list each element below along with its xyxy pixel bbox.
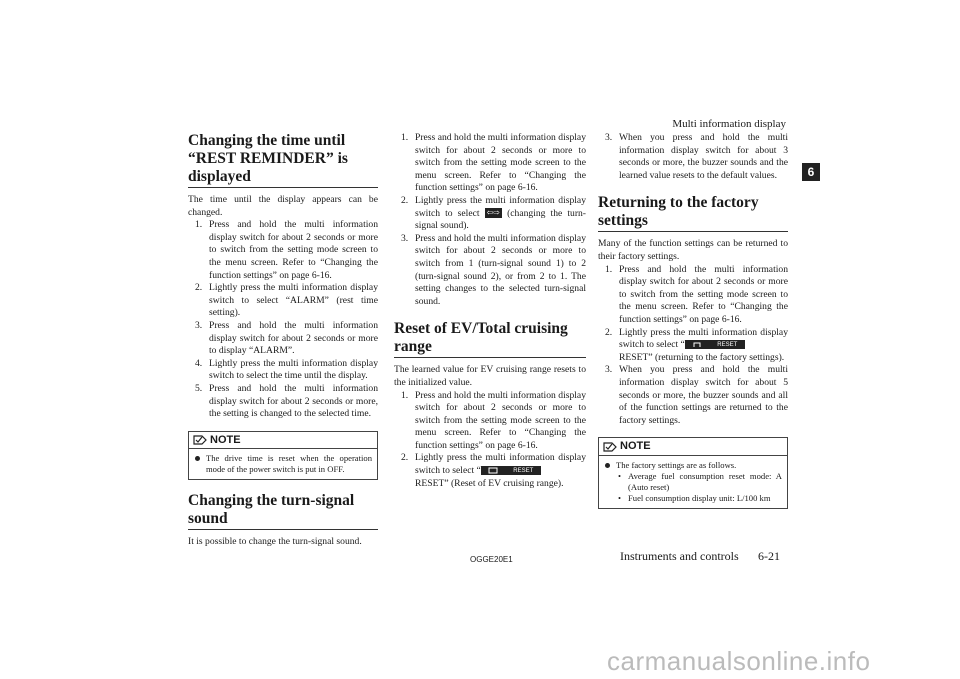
step: 3. When you press and hold the multi information display switch for about 5 seconds or more, the buzzer sounds and all of the function settings are returned to the factory settings.	[605, 364, 788, 426]
steps-rest-reminder	[188, 219, 378, 421]
step: 1. Press and hold the multi information display switch for about 2 seconds or more to switch from the setting mode screen to the menu screen. Refer to “Changing the function settings” on page 6-16.	[195, 219, 378, 281]
factory-reset-icon: RESET	[685, 340, 745, 349]
step: 2. Lightly press the multi information display switch to select “ RESET RESET” (Reset of EV cruising range).	[401, 452, 586, 489]
column-3	[598, 132, 788, 509]
intro-factory: Many of the function settings can be returned to their factory settings.	[598, 238, 788, 262]
column-1	[188, 132, 378, 549]
running-header: Multi information display	[672, 118, 786, 130]
intro-turn-signal: It is possible to change the turn-signal sound.	[188, 536, 362, 548]
step: 1. Press and hold the multi information display switch for about 2 seconds or more to switch from the setting mode screen to the menu screen. Refer to “Changing the function settings” on page 6-16.	[401, 389, 586, 451]
step: 1. Press and hold the multi information display switch for about 2 seconds or more to switch from the setting mode screen to the menu screen. Refer to “Changing the function settings” on page 6-16.	[401, 132, 586, 194]
step: 3. Press and hold the multi information display switch for about 2 seconds or more to display “ALARM”.	[195, 319, 378, 357]
heading-factory: Returning to the factory settings	[598, 194, 788, 232]
watermark: carmanualsonline.info	[607, 646, 871, 676]
chapter-tab: 6	[802, 163, 820, 181]
step: 4. Lightly press the multi information display switch to select the time until the display.	[195, 357, 378, 382]
footer-section: Instruments and controls	[620, 549, 739, 563]
column-2	[394, 132, 586, 490]
footer-code: OGGE20E1	[470, 555, 513, 564]
note-label: NOTE	[210, 433, 241, 446]
step: 2. Lightly press the multi information display switch to select “ALARM” (rest time setting).	[195, 282, 378, 319]
note-item: The factory settings are as follows.	[604, 460, 782, 471]
step: 2. Lightly press the multi information display switch to select ⇦⇨ (changing the turn-signal sound).	[401, 194, 587, 232]
turn-signal-icon: ⇦⇨	[486, 208, 501, 218]
intro-rest-reminder: The time until the display appears can be changed.	[188, 194, 378, 218]
steps-factory	[598, 264, 788, 428]
note-item: The drive time is reset when the operation mode of the power switch is put in OFF.	[194, 453, 372, 475]
heading-turn-signal: Changing the turn-signal sound	[188, 492, 378, 530]
note-subitem: • Average fuel consumption reset mode: A (Auto reset)	[618, 470, 782, 492]
note-icon	[193, 434, 207, 446]
heading-rest-reminder: Changing the time until “REST REMINDER” is displayed	[188, 132, 378, 188]
note-box	[598, 437, 788, 509]
heading-ev-reset: Reset of EV/Total cruising range	[394, 320, 586, 358]
steps-ev-reset	[394, 390, 586, 491]
step: 3. Press and hold the multi information display switch for about 2 seconds or more to switch from 1 (turn-signal sound 1) to 2 (turn-signal sound 2), or from 2 to 1. The setting changes to the selected turn-signal sound.	[401, 232, 586, 307]
footer-page-number: 6-21	[758, 549, 780, 563]
step: 5. Press and hold the multi information display switch for about 2 seconds or more, the setting is changed to the selected time.	[195, 382, 378, 420]
steps-turn-signal	[394, 132, 586, 308]
note-box	[188, 431, 378, 481]
note-icon	[603, 441, 617, 453]
ev-reset-icon: RESET	[481, 466, 541, 475]
note-label: NOTE	[620, 440, 651, 453]
step: 1. Press and hold the multi information display switch for about 2 seconds or more to switch from the setting mode screen to the menu screen. Refer to “Changing the function settings” on page 6-16.	[605, 263, 788, 325]
step: 2. Lightly press the multi information display switch to select “ RESET RESET” (returning to the factory settings).	[605, 326, 788, 363]
step: 3. When you press and hold the multi information display switch for about 3 seconds or more, the buzzer sounds and the learned value resets to the default values.	[605, 132, 788, 181]
intro-ev-reset: The learned value for EV cruising range resets to the initialized value.	[394, 364, 586, 388]
note-subitem: • Fuel consumption display unit: L/100 km	[618, 492, 771, 503]
steps-ev-reset-cont	[598, 132, 788, 182]
